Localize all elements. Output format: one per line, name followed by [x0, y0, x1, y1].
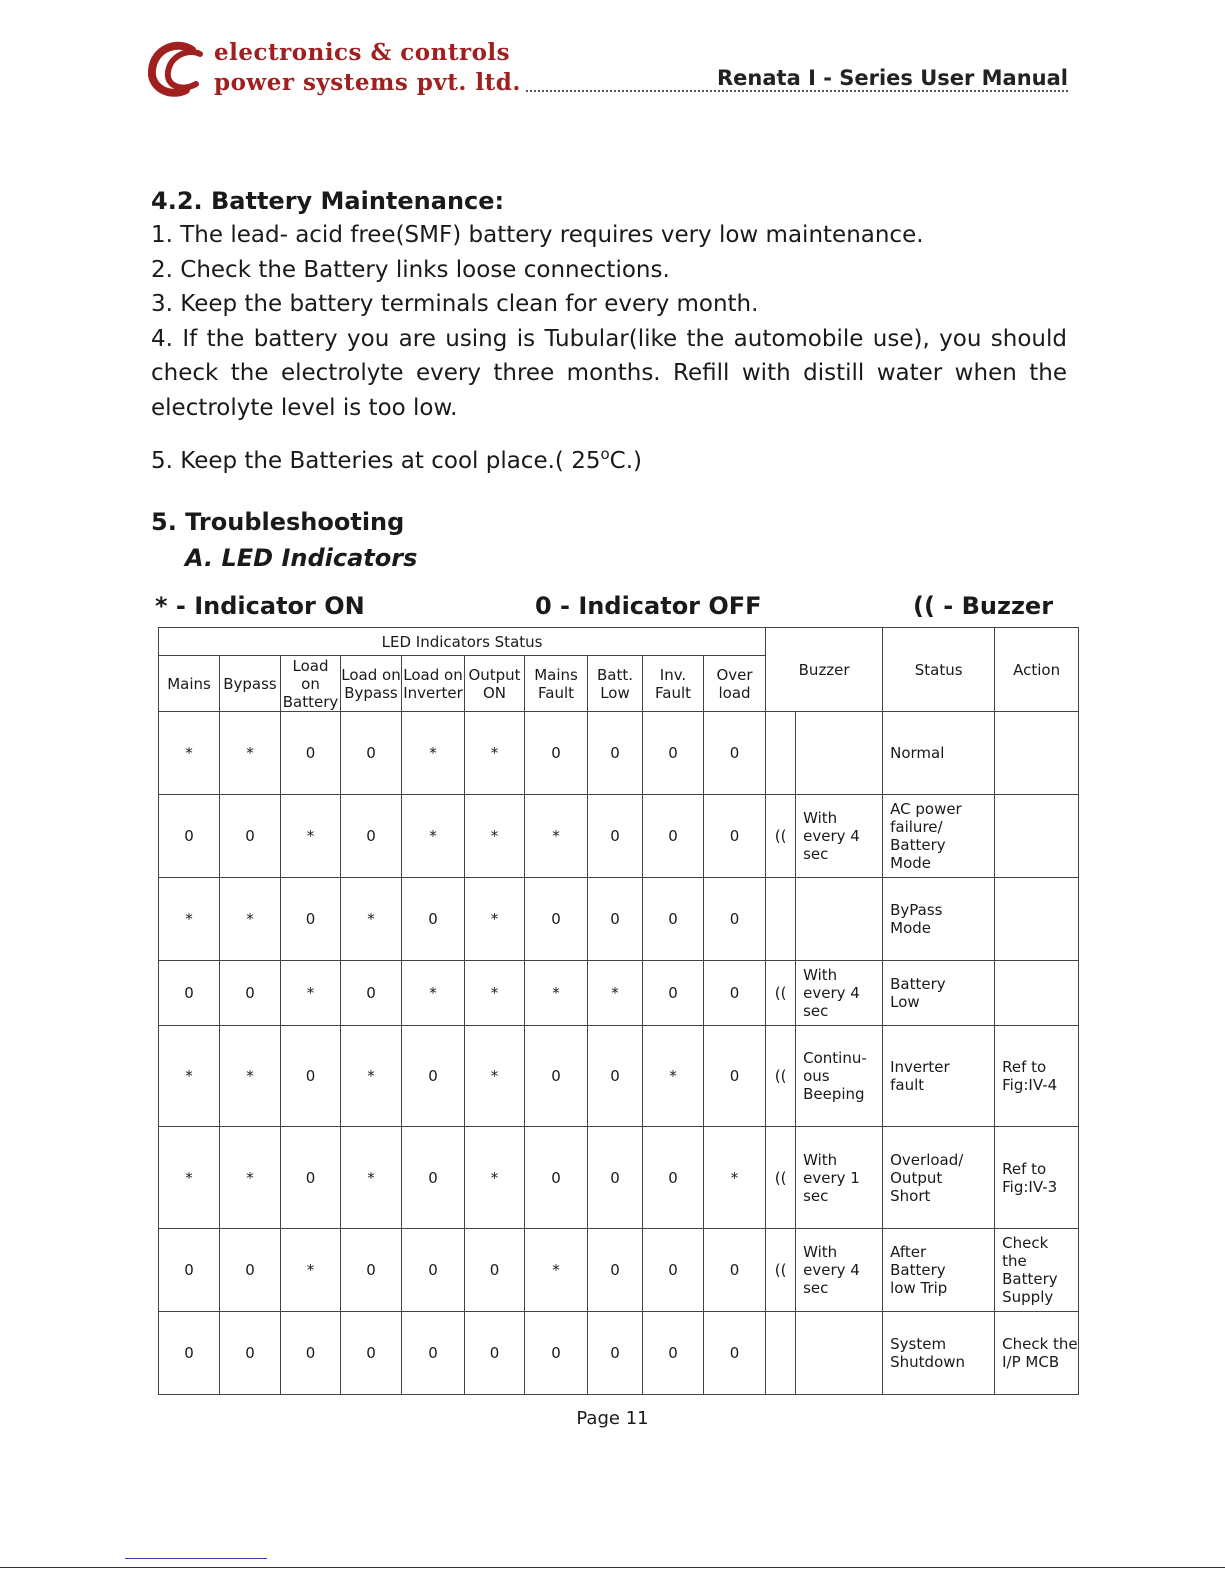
table-row — [159, 961, 1079, 1026]
maintenance-heading: 4.2. Battery Maintenance: — [151, 187, 505, 215]
action-cell-line: Ref to — [1002, 1058, 1047, 1076]
led-state-cell: 0 — [643, 712, 704, 795]
table-row — [159, 1229, 1079, 1312]
buzzer-text-cell — [796, 878, 883, 961]
buzzer-text-cell-line: With — [803, 966, 838, 984]
page-number: Page 11 — [576, 1408, 649, 1429]
status-cell-line: Battery — [890, 975, 946, 993]
buzzer-text-cell-line: Beeping — [803, 1085, 865, 1103]
column-header — [465, 656, 525, 712]
item5-text: 5. Keep the Batteries at cool place.( 25 — [151, 448, 601, 474]
led-state-cell: 0 — [704, 878, 766, 961]
led-state-cell: 0 — [341, 795, 402, 878]
led-state-cell: * — [281, 961, 341, 1026]
buzzer-icon-cell: (( — [766, 1026, 796, 1127]
led-state-cell: 0 — [704, 961, 766, 1026]
column-header-line: Mains — [534, 665, 578, 684]
led-state-cell: 0 — [465, 1229, 525, 1312]
led-state-cell: 0 — [588, 1127, 643, 1229]
status-cell-line: Battery — [890, 1261, 946, 1279]
column-header — [588, 656, 643, 712]
led-state-cell: * — [220, 1127, 281, 1229]
action-cell — [995, 1229, 1079, 1312]
manual-title: Renata I - Series User Manual — [717, 66, 1068, 90]
led-state-cell: * — [525, 961, 588, 1026]
column-header-line: Load on — [403, 665, 463, 684]
column-header — [402, 656, 465, 712]
action-cell-line: Ref to — [1002, 1159, 1047, 1178]
status-cell-line: Mode — [890, 854, 931, 872]
item5-end: C.) — [609, 448, 642, 474]
led-state-cell: 0 — [402, 1127, 465, 1229]
led-state-cell: 0 — [402, 1312, 465, 1395]
led-state-cell: 0 — [704, 795, 766, 878]
led-state-cell: 0 — [588, 878, 643, 961]
status-cell — [883, 1312, 995, 1395]
buzzer-icon-cell: (( — [766, 1127, 796, 1229]
legend — [155, 592, 1055, 626]
led-state-cell: 0 — [341, 1229, 402, 1312]
status-cell-line: Shutdown — [890, 1353, 966, 1371]
led-state-cell: * — [281, 1229, 341, 1312]
buzzer-icon-cell — [766, 878, 796, 961]
buzzer-text-cell — [796, 1312, 883, 1395]
led-state-cell: 0 — [704, 1312, 766, 1395]
led-state-cell: * — [588, 961, 643, 1026]
led-state-cell: 0 — [220, 961, 281, 1026]
action-cell — [995, 1026, 1079, 1127]
led-state-cell: 0 — [281, 1026, 341, 1127]
action-cell-line: Supply — [1002, 1288, 1054, 1306]
buzzer-text-cell-line: ous — [803, 1067, 830, 1085]
maintenance-item-3: 3. Keep the battery terminals clean for every month. — [151, 291, 759, 317]
buzzer-text-cell-line: every 4 — [803, 827, 860, 845]
led-state-cell: 0 — [704, 712, 766, 795]
led-state-cell: 0 — [220, 1229, 281, 1312]
led-state-cell: * — [525, 1229, 588, 1312]
status-cell — [883, 1127, 995, 1229]
led-state-cell: 0 — [643, 878, 704, 961]
led-state-cell: 0 — [159, 1229, 220, 1312]
buzzer-icon-cell: (( — [766, 961, 796, 1026]
status-cell-line: failure/ — [890, 818, 943, 836]
led-state-cell: 0 — [402, 1026, 465, 1127]
column-header-line: Battery — [282, 692, 339, 711]
led-state-cell: * — [402, 712, 465, 795]
column-header-line: Batt. — [596, 665, 633, 684]
led-state-cell: 0 — [341, 712, 402, 795]
legend-buzzer: (( - Buzzer — [913, 592, 1054, 620]
column-header-line: Inv. — [659, 665, 687, 684]
buzzer-text-cell-line: With — [803, 1243, 838, 1261]
status-cell-line: Low — [890, 993, 920, 1011]
led-state-cell: * — [465, 712, 525, 795]
led-indicators-subheading: A. LED Indicators — [185, 543, 418, 572]
maintenance-item-2: 2. Check the Battery links loose connections. — [151, 256, 670, 283]
led-state-cell: 0 — [341, 1312, 402, 1395]
buzzer-icon-cell: (( — [766, 1229, 796, 1312]
column-header-line: Bypass — [223, 674, 277, 693]
action-header: Action — [995, 628, 1079, 712]
buzzer-text-cell — [796, 795, 883, 878]
column-header-line: Fault — [538, 683, 574, 702]
troubleshooting-heading: 5. Troubleshooting — [151, 507, 405, 536]
led-state-cell: 0 — [525, 1127, 588, 1229]
status-cell — [883, 1229, 995, 1312]
buzzer-text-cell-line: sec — [803, 845, 829, 863]
status-cell — [883, 795, 995, 878]
status-cell-line: Normal — [890, 744, 945, 762]
table-row — [159, 795, 1079, 878]
led-state-cell: 0 — [588, 1026, 643, 1127]
column-header-line: Bypass — [344, 683, 398, 702]
column-header-line: Low — [600, 683, 630, 702]
column-header-line: load — [718, 683, 751, 702]
led-state-cell: * — [341, 1127, 402, 1229]
status-cell-line: Overload/ — [890, 1150, 964, 1169]
column-header — [220, 656, 281, 712]
buzzer-text-cell-line: With — [803, 809, 838, 827]
led-state-cell: 0 — [588, 795, 643, 878]
maintenance-item-1: 1. The lead- acid free(SMF) battery requires very low maintenance. — [151, 222, 924, 248]
led-state-cell: * — [220, 712, 281, 795]
column-header — [341, 656, 402, 712]
company-name — [214, 38, 521, 98]
status-cell-line: low Trip — [890, 1279, 948, 1297]
column-header-line: Over — [716, 665, 753, 684]
led-state-cell: * — [465, 1026, 525, 1127]
action-cell — [995, 1312, 1079, 1395]
buzzer-icon-cell: (( — [766, 795, 796, 878]
buzzer-text-cell — [796, 712, 883, 795]
led-state-cell: 0 — [402, 1229, 465, 1312]
led-state-cell: 0 — [525, 878, 588, 961]
buzzer-text-cell — [796, 961, 883, 1026]
action-cell-line: Battery — [1002, 1270, 1058, 1288]
buzzer-text-cell-line: every 1 — [803, 1168, 860, 1187]
status-cell-line: AC power — [890, 800, 962, 818]
led-state-cell: 0 — [465, 1312, 525, 1395]
action-cell-line: I/P MCB — [1002, 1353, 1060, 1371]
led-state-cell: 0 — [159, 1312, 220, 1395]
led-state-cell: * — [704, 1127, 766, 1229]
main-content — [151, 184, 1067, 577]
status-header: Status — [883, 628, 995, 712]
led-state-cell: 0 — [643, 1312, 704, 1395]
buzzer-text-cell-line: Continu- — [803, 1049, 867, 1067]
bottom-link-rule — [125, 1558, 267, 1559]
action-cell — [995, 878, 1079, 961]
led-state-cell: * — [159, 1127, 220, 1229]
led-state-cell: * — [159, 712, 220, 795]
status-cell-line: Mode — [890, 919, 931, 937]
table-group-header-row — [159, 628, 1079, 656]
led-state-cell: 0 — [643, 1127, 704, 1229]
action-cell-line: Check the — [1002, 1335, 1078, 1353]
status-cell — [883, 961, 995, 1026]
led-state-cell: 0 — [643, 1229, 704, 1312]
status-cell-line: ByPass — [890, 901, 943, 919]
led-state-cell: * — [220, 1026, 281, 1127]
column-header-line: Mains — [167, 674, 211, 693]
led-state-cell: 0 — [525, 712, 588, 795]
led-state-cell: * — [341, 1026, 402, 1127]
company-line-1: electronics & controls — [214, 39, 511, 66]
status-cell — [883, 1026, 995, 1127]
column-header — [281, 656, 341, 712]
led-state-cell: * — [465, 795, 525, 878]
action-cell — [995, 961, 1079, 1026]
buzzer-text-cell — [796, 1026, 883, 1127]
led-state-cell: 0 — [643, 795, 704, 878]
led-state-cell: 0 — [220, 1312, 281, 1395]
degree-symbol: o — [600, 445, 610, 463]
led-state-cell: 0 — [159, 961, 220, 1026]
led-state-cell: 0 — [704, 1229, 766, 1312]
column-header-line: Fault — [655, 683, 691, 702]
status-cell-line: Output — [890, 1168, 943, 1187]
action-cell-line: Fig:IV-3 — [1002, 1177, 1058, 1196]
column-header — [704, 656, 766, 712]
buzzer-icon-cell — [766, 712, 796, 795]
column-header — [643, 656, 704, 712]
led-state-cell: * — [159, 878, 220, 961]
status-cell — [883, 878, 995, 961]
led-state-cell: * — [465, 1127, 525, 1229]
led-state-cell: 0 — [588, 1229, 643, 1312]
led-state-cell: 0 — [341, 961, 402, 1026]
led-state-cell: 0 — [402, 878, 465, 961]
led-state-cell: * — [643, 1026, 704, 1127]
table-row — [159, 1026, 1079, 1127]
led-state-cell: 0 — [281, 712, 341, 795]
led-state-cell: * — [281, 795, 341, 878]
column-header-line: Output — [468, 665, 521, 684]
column-header-line: ON — [482, 683, 507, 702]
led-state-cell: * — [159, 1026, 220, 1127]
led-state-cell: * — [402, 795, 465, 878]
status-cell-line: Short — [890, 1186, 931, 1205]
column-header-line: Load on — [292, 656, 329, 693]
led-state-cell: 0 — [220, 795, 281, 878]
led-state-cell: 0 — [704, 1026, 766, 1127]
led-state-cell: 0 — [159, 795, 220, 878]
led-state-cell: * — [465, 878, 525, 961]
column-header — [159, 656, 220, 712]
company-logo-icon — [148, 40, 208, 98]
legend-off: 0 - Indicator OFF — [535, 592, 762, 620]
led-indicator-table — [158, 627, 1079, 1395]
column-header-line: Inverter — [403, 683, 463, 702]
led-state-cell: 0 — [281, 1312, 341, 1395]
buzzer-icon-cell — [766, 1312, 796, 1395]
status-cell — [883, 712, 995, 795]
led-state-cell: * — [341, 878, 402, 961]
action-cell — [995, 1127, 1079, 1229]
status-cell-line: Inverter — [890, 1058, 950, 1076]
buzzer-header: Buzzer — [766, 628, 883, 712]
buzzer-text-cell-line: sec — [803, 1002, 829, 1020]
led-state-cell: * — [465, 961, 525, 1026]
buzzer-text-cell — [796, 1229, 883, 1312]
action-cell-line: Fig:IV-4 — [1002, 1076, 1058, 1094]
maintenance-item-5 — [151, 437, 1067, 479]
status-cell-line: fault — [890, 1076, 925, 1094]
bottom-rule — [0, 1567, 1225, 1568]
buzzer-text-cell-line: every 4 — [803, 984, 860, 1002]
header-divider — [526, 90, 1068, 92]
action-cell-line: Check — [1002, 1234, 1049, 1252]
maintenance-item-4: 4. If the battery you are using is Tubular(like the automobile use), you should check the electrolyte every three months. Refill with distill water when the electrolyte level is too low. — [151, 325, 1067, 421]
buzzer-text-cell-line: sec — [803, 1279, 829, 1297]
action-cell — [995, 795, 1079, 878]
led-state-cell: 0 — [281, 878, 341, 961]
led-state-cell: * — [525, 795, 588, 878]
buzzer-text-cell-line: With — [803, 1150, 838, 1169]
table-row — [159, 1312, 1079, 1395]
buzzer-text-cell — [796, 1127, 883, 1229]
led-state-cell: 0 — [525, 1312, 588, 1395]
led-state-cell: 0 — [643, 961, 704, 1026]
table-row — [159, 1127, 1079, 1229]
table-row — [159, 878, 1079, 961]
column-header — [525, 656, 588, 712]
company-line-2: power systems pvt. ltd. — [214, 69, 521, 96]
status-cell-line: Battery — [890, 836, 946, 854]
legend-on: * - Indicator ON — [155, 592, 365, 620]
led-state-cell: * — [402, 961, 465, 1026]
buzzer-text-cell-line: sec — [803, 1186, 829, 1205]
led-status-header: LED Indicators Status — [159, 628, 766, 656]
action-cell-line: the — [1002, 1252, 1027, 1270]
led-state-cell: 0 — [281, 1127, 341, 1229]
status-cell-line: After — [890, 1243, 927, 1261]
led-state-cell: 0 — [525, 1026, 588, 1127]
status-cell-line: System — [890, 1335, 947, 1353]
led-state-cell: 0 — [588, 1312, 643, 1395]
led-state-cell: * — [220, 878, 281, 961]
table-row — [159, 712, 1079, 795]
buzzer-text-cell-line: every 4 — [803, 1261, 860, 1279]
page-header — [148, 36, 1068, 100]
column-header-line: Load on — [341, 665, 401, 684]
led-state-cell: 0 — [588, 712, 643, 795]
action-cell — [995, 712, 1079, 795]
